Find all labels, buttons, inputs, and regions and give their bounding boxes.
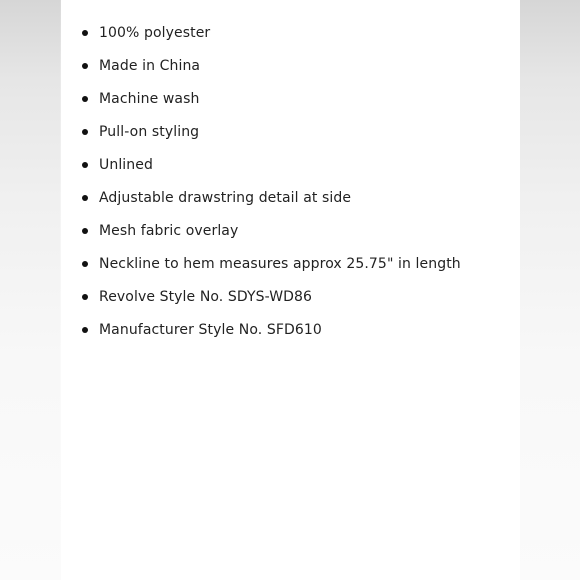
list-item [61, 214, 520, 247]
detail-text: Made in China [99, 57, 201, 74]
bullet-icon [82, 96, 88, 102]
detail-text: Unlined [99, 156, 153, 173]
bullet-icon [82, 327, 88, 333]
list-item [61, 49, 520, 82]
list-item [61, 82, 520, 115]
bullet-icon [82, 195, 88, 201]
detail-text: Manufacturer Style No. SFD610 [99, 321, 322, 338]
list-item [61, 181, 520, 214]
product-details-panel [61, 0, 520, 580]
list-item [61, 313, 520, 346]
bullet-icon [82, 129, 88, 135]
detail-text: Pull-on styling [99, 123, 200, 140]
list-item [61, 280, 520, 313]
bullet-icon [82, 63, 88, 69]
bullet-icon [82, 261, 88, 267]
list-item [61, 247, 520, 280]
bullet-icon [82, 162, 88, 168]
list-item [61, 115, 520, 148]
bullet-icon [82, 30, 88, 36]
background-left [0, 0, 60, 580]
detail-text: Mesh fabric overlay [99, 222, 239, 239]
detail-text: Revolve Style No. SDYS-WD86 [99, 288, 313, 305]
list-item [61, 148, 520, 181]
bullet-icon [82, 228, 88, 234]
bullet-icon [82, 294, 88, 300]
detail-text: Neckline to hem measures approx 25.75" in length [99, 255, 461, 272]
detail-text: Machine wash [99, 90, 200, 107]
product-details-list [61, 16, 520, 346]
detail-text: Adjustable drawstring detail at side [99, 189, 352, 206]
list-item [61, 16, 520, 49]
background-right [520, 0, 580, 580]
detail-text: 100% polyester [99, 24, 211, 41]
